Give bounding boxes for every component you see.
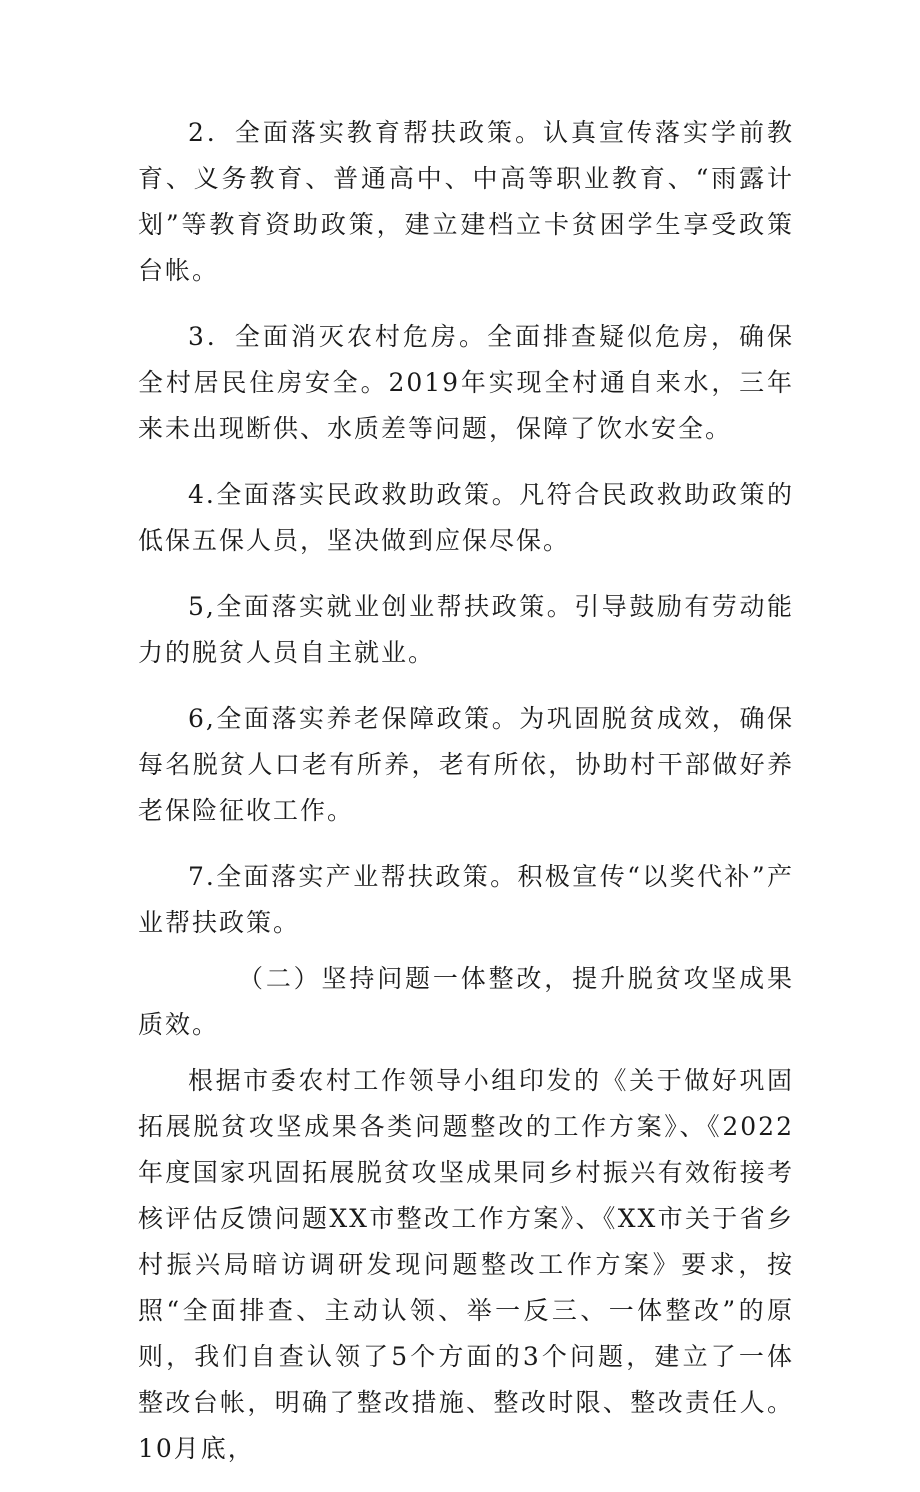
paragraph-civil-assistance: 4.全面落实民政救助政策。凡符合民政救助政策的低保五保人员，坚决做到应保尽保。 [138,480,794,555]
paragraph-rectification: 根据市委农村工作领导小组印发的《关于做好巩固拓展脱贫攻坚成果各类问题整改的工作方案》、《2022年度国家巩固拓展脱贫攻坚成果同乡村振兴有效衔接考核评估反馈问题XX市整改工作方案》、《XX市关于省乡村振兴局暗访调研发现问题整改工作方案》要求，按照“全面排查、主动认领、举一反三、一体整改”的原则，我们自查认领了5个方面的3个问题，建立了一体整改台帐，明确了整改措施、整改时限、整改责任人。10月底， [138,1066,794,1463]
paragraph-rural-housing: 3．全面消灭农村危房。全面排查疑似危房，确保全村居民住房安全。2019年实现全村通自来水，三年来未出现断供、水质差等问题，保障了饮水安全。 [138,322,794,443]
paragraph-industry: 7.全面落实产业帮扶政策。积极宣传“以奖代补”产业帮扶政策。 [138,862,794,937]
section-heading: （二）坚持问题一体整改，提升脱贫攻坚成果质效。 [138,964,794,1039]
paragraph-pension: 6,全面落实养老保障政策。为巩固脱贫成效，确保每名脱贫人口老有所养，老有所依，协助村干部做好养老保险征收工作。 [138,704,794,825]
paragraph-education-policy: 2．全面落实教育帮扶政策。认真宣传落实学前教育、义务教育、普通高中、中高等职业教育、“雨露计划”等教育资助政策，建立建档立卡贫困学生享受政策台帐。 [138,118,794,285]
document-body [138,110,794,1492]
paragraph-employment: 5,全面落实就业创业帮扶政策。引导鼓励有劳动能力的脱贫人员自主就业。 [138,592,794,667]
